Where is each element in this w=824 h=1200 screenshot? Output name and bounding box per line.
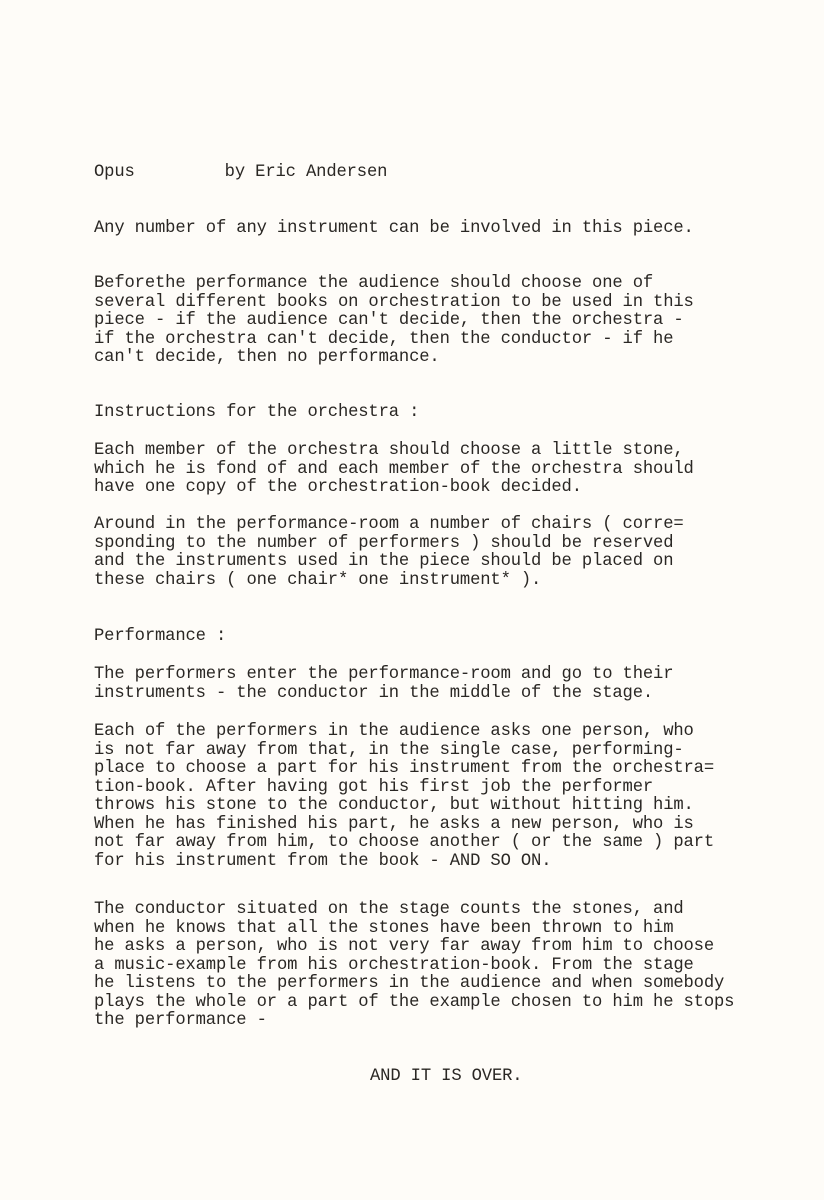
paragraph-line: can't decide, then no performance. bbox=[94, 348, 440, 367]
paragraph-line: not far away from him, to choose another ( or the same ) part bbox=[94, 833, 715, 852]
each-paragraph bbox=[94, 723, 714, 871]
intro-paragraph: Any number of any instrument can be involved in this piece. bbox=[94, 219, 694, 238]
paragraph-line: and the instruments used in the piece should be placed on bbox=[94, 552, 674, 571]
paragraph-line: when he knows that all the stones have been thrown to him bbox=[94, 918, 674, 938]
instructions-heading: Instructions for the orchestra : bbox=[94, 403, 420, 422]
paragraph-line: if the orchestra can't decide, then the conductor - if he bbox=[94, 329, 674, 349]
before-paragraph bbox=[94, 275, 694, 368]
paragraph-line: the performance - bbox=[94, 1011, 267, 1030]
paragraph-line: piece - if the audience can't decide, then the orchestra - bbox=[94, 311, 684, 330]
paragraph-line: he asks a person, who is not very far away from him to choose bbox=[94, 937, 715, 956]
paragraph-line: a music-example from his orchestration-book. From the stage bbox=[94, 955, 694, 975]
paragraph-line: Each member of the orchestra should choose a little stone, bbox=[94, 441, 684, 460]
paragraph-line: several different books on orchestration to be used in this bbox=[94, 292, 694, 312]
title-line bbox=[94, 164, 387, 183]
paragraph-line: which he is fond of and each member of the orchestra should bbox=[94, 459, 694, 479]
document-title: Opus bbox=[94, 163, 135, 182]
paragraph-line: sponding to the number of performers ) should be reserved bbox=[94, 533, 674, 553]
paragraph-line: Each of the performers in the audience asks one person, who bbox=[94, 722, 694, 741]
paragraph-line: have one copy of the orchestration-book decided. bbox=[94, 478, 582, 497]
paragraph-line: he listens to the performers in the audience and when somebody bbox=[94, 974, 725, 993]
paragraph-line: for his instrument from the book - AND SO ON. bbox=[94, 851, 552, 871]
paragraph-line: Around in the performance-room a number of chairs ( corre= bbox=[94, 515, 684, 534]
paragraph-line: plays the whole or a part of the example chosen to him he stops bbox=[94, 992, 735, 1012]
chairs-paragraph bbox=[94, 516, 684, 590]
paragraph-line: When he has finished his part, he asks a new person, who is bbox=[94, 814, 694, 834]
enter-paragraph bbox=[94, 666, 673, 703]
stone-paragraph bbox=[94, 442, 694, 498]
conductor-paragraph bbox=[94, 901, 734, 1031]
paragraph-line: place to choose a part for his instrument from the orchestra= bbox=[94, 759, 715, 778]
paragraph-line: The conductor situated on the stage counts the stones, and bbox=[94, 900, 684, 919]
ending-line: AND IT IS OVER. bbox=[370, 1067, 523, 1086]
performance-heading: Performance : bbox=[94, 627, 227, 646]
paragraph-line: The performers enter the performance-room and go to their bbox=[94, 665, 674, 684]
paragraph-line: is not far away from that, in the single case, performing- bbox=[94, 740, 684, 760]
paragraph-line: these chairs ( one chair* one instrument* ). bbox=[94, 570, 542, 590]
document-author: by Eric Andersen bbox=[224, 163, 388, 182]
paragraph-line: tion-book. After having got his first job the performer bbox=[94, 777, 654, 797]
paragraph-line: instruments - the conductor in the middle of the stage. bbox=[94, 683, 654, 703]
paragraph-line: Beforethe performance the audience should choose one of bbox=[94, 274, 654, 293]
paragraph-line: throws his stone to the conductor, but without hitting him. bbox=[94, 796, 694, 815]
